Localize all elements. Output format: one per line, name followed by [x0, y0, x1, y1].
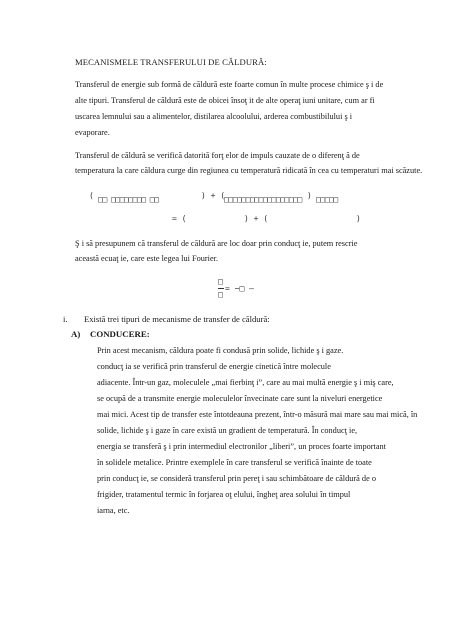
equation-symbols: □□ □□□□□□□□ □□	[98, 195, 159, 204]
text-line: uscarea lemnului sau a alimentelor, distilarea alcoolului, arderea combustibilului ş i	[75, 112, 353, 121]
text-line: Transferul de căldură se verifică datorită forţ elor de impuls cauzate de o diferenţ ă de	[75, 151, 360, 160]
equation-paren: (	[89, 191, 94, 200]
equation-operator: ) + (	[201, 191, 226, 200]
text-line: mai mici. Acest tip de transfer este întotdeauna prezent, într-o măsură mai mare sau mai mică, în	[97, 410, 418, 419]
text-line: adiacente. Într-un gaz, moleculele „mai fierbinţ i”, care au mai multă energie ş i miş care,	[97, 378, 394, 387]
list-item-text: Există trei tipuri de mecanisme de transfer de căldură:	[84, 314, 270, 324]
equation-symbols: □□□□□□□□□□□□□□□□□□	[224, 195, 302, 204]
text-line: conducţ ia se verifică prin transferul de energie cinetică între molecule	[97, 362, 331, 371]
text-line: evaporare.	[75, 128, 110, 137]
section-marker: A)	[71, 329, 81, 339]
text-line: solide, lichide ş i gaze în care există un gradient de temperatură. În conducţ ie,	[97, 426, 358, 435]
text-line: prin conducţ ie, se consideră transferul prin pereţ i sau schimbătoare de căldură de o	[97, 474, 376, 483]
text-line: temperatura la care căldura curge din regiunea cu temperatură ridicată în cea cu temperaturi mai scăzute.	[75, 166, 423, 175]
text-line: iarna, etc.	[97, 506, 130, 515]
text-line: această ecuaţ ie, care este legea lui Fourier.	[75, 254, 219, 263]
text-line: Prin acest mecanism, căldura poate fi condusă prin solide, lichide ş i gaze.	[97, 346, 344, 355]
text-line: Ş i să presupunem că transferul de căldură are loc doar prin conducţ ie, putem rescrie	[75, 239, 358, 248]
equation-rhs: = −□ —	[225, 284, 254, 293]
text-line: energia se transferă ş i prin intermediul electronilor „liberi”, un proces foarte important	[97, 442, 386, 451]
text-line: în solidele metalice. Printre exemplele în care transferul se verifică înainte de toate	[97, 458, 372, 467]
equation-operator: ) + (	[244, 214, 269, 223]
equation-paren: )	[307, 191, 312, 200]
text-line: se ocupă de a transmite energie moleculelor învecinate care sunt la niveluri energetice	[97, 394, 383, 403]
fraction-numerator: □	[218, 277, 223, 286]
page-title: MECANISMELE TRANSFERULUI DE CĂLDURĂ:	[75, 57, 267, 67]
text-line: alte tipuri. Transferul de căldură este de obicei însoţ it de alte operaţ iuni unitare, cum ar fi	[75, 96, 375, 105]
list-marker: i.	[63, 314, 68, 324]
section-heading: CONDUCERE:	[90, 329, 150, 339]
fraction-denominator: □	[218, 290, 223, 299]
fraction-bar	[218, 288, 224, 289]
equation-symbols: □□□□□	[316, 195, 338, 204]
text-line: frigider, tratamentul termic în forjarea oţ elului, îngheţ area solului în timpul	[97, 490, 351, 499]
equation-operator: = (	[172, 214, 187, 223]
text-line: Transferul de energie sub formă de căldură este foarte comun în multe procese chimice ş i de	[75, 80, 384, 89]
equation-paren: )	[356, 214, 361, 223]
